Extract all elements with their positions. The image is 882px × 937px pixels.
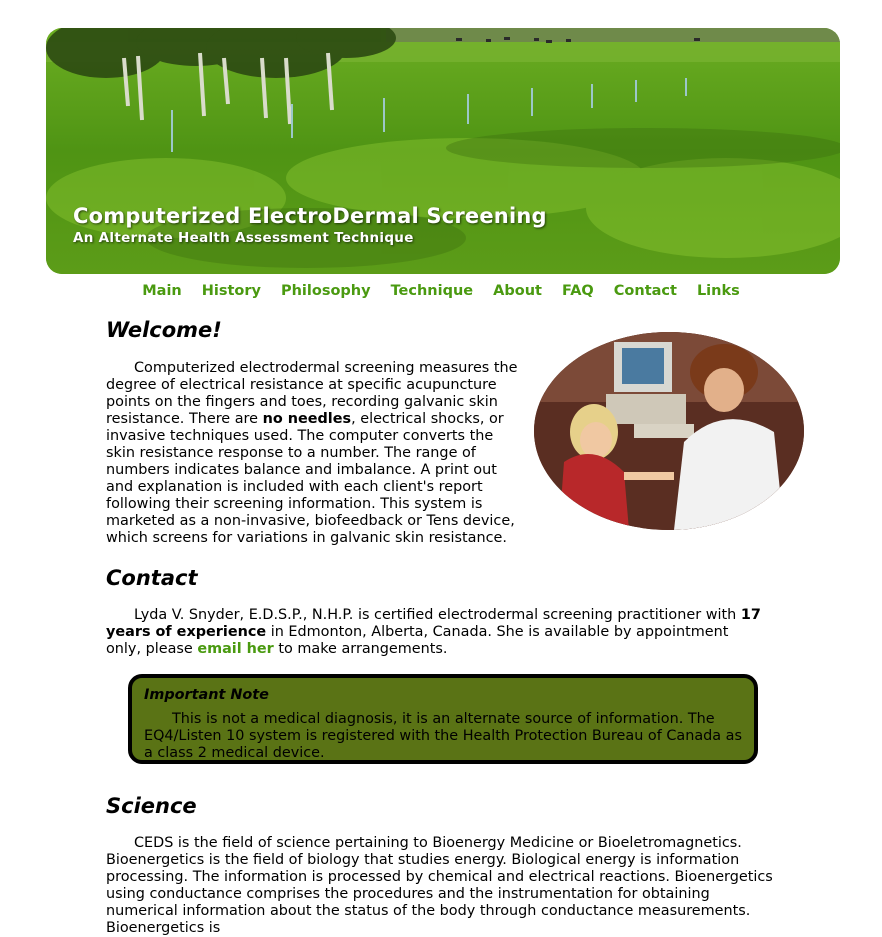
welcome-bold: no needles <box>262 411 352 427</box>
welcome-paragraph <box>106 360 522 547</box>
screening-photo <box>534 332 804 530</box>
note-text: This is not a medical diagnosis, it is an alternate source of information. The EQ4/Listen 10 system is registered with the Health Protection Bureau of Canada as a class 2 medical device. <box>144 711 742 761</box>
welcome-text-after: , electrical shocks, or invasive techniques used. The computer converts the skin resistance response to a number. The range of numbers indicates balance and imbalance. A print out and explanation is included with each client's report following their screening information. This system is marketed as a non-invasive, biofeedback or Tens device, which screens for variations in galvanic skin resistance. <box>106 411 515 546</box>
site-subtitle: An Alternate Health Assessment Technique <box>73 230 414 246</box>
email-link[interactable]: email her <box>197 641 274 657</box>
welcome-text-before: Computerized electrodermal screening measures the degree of electrical resistance at specific acupuncture points on the fingers and toes, recording galvanic skin resistance. There are <box>106 360 518 427</box>
header-banner <box>46 28 840 274</box>
science-paragraph: CEDS is the field of science pertaining to Bioenergy Medicine or Bioeletromagnetics. Bioenergetics is the field of biology that studies energy. Biological energy is information processing. The information is processed by chemical and electrical reactions. Bioenergetics using conductance comprises the procedures and the instrumentation for obtaining numerical information about the status of the body through conductance measurements. Bioenergetics is <box>106 835 773 936</box>
contact-paragraph <box>106 607 766 658</box>
contact-heading: Contact <box>106 566 198 590</box>
contact-text-3: to make arrangements. <box>273 641 448 657</box>
nav-main[interactable]: Main <box>142 283 182 299</box>
experience-bold: 17 years of experience <box>106 607 761 640</box>
site-title: Computerized ElectroDermal Screening <box>73 204 547 228</box>
note-title: Important Note <box>144 687 269 703</box>
nav-faq[interactable]: FAQ <box>561 283 594 299</box>
nav-history[interactable]: History <box>201 283 261 299</box>
nav-technique[interactable]: Technique <box>390 283 474 299</box>
main-nav <box>0 283 882 299</box>
nav-contact[interactable]: Contact <box>613 283 677 299</box>
nav-links[interactable]: Links <box>696 283 740 299</box>
nav-about[interactable]: About <box>493 283 542 299</box>
nav-philosophy[interactable]: Philosophy <box>280 283 371 299</box>
science-heading: Science <box>106 794 197 818</box>
contact-text-2: in Edmonton, Alberta, Canada. She is available by appointment only, please <box>106 624 729 657</box>
welcome-heading: Welcome! <box>106 318 222 342</box>
important-note-box <box>128 674 758 764</box>
contact-text-1: Lyda V. Snyder, E.D.S.P., N.H.P. is certified electrodermal screening practitioner with <box>134 607 741 623</box>
